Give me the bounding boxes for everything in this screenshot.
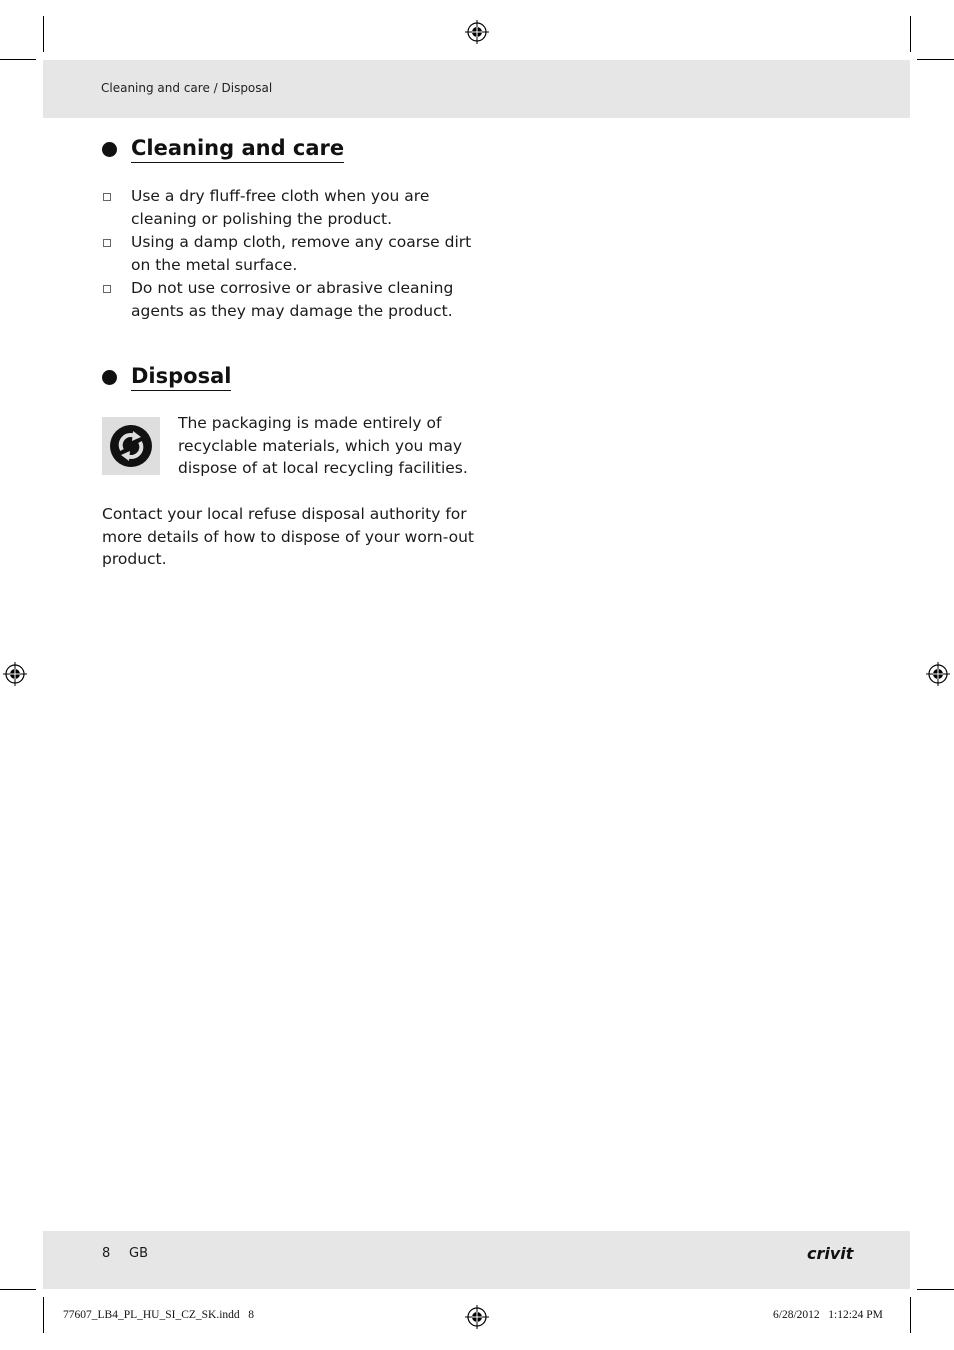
crop-mark — [43, 1297, 44, 1333]
list-item — [102, 231, 482, 276]
registration-mark-icon — [465, 20, 489, 44]
file-slug: 77607_LB4_PL_HU_SI_CZ_SK.indd 8 — [63, 1309, 255, 1321]
crivit-logo — [806, 1240, 854, 1264]
crop-mark — [0, 1289, 36, 1290]
crop-mark — [917, 1289, 954, 1290]
cleaning-list — [102, 185, 482, 323]
language-code: GB — [129, 1246, 148, 1261]
square-bullet-icon — [103, 193, 111, 201]
list-item-text: Do not use corrosive or abrasive cleaning agents as they may damage the product. — [131, 278, 454, 320]
crop-mark — [910, 1297, 911, 1333]
crop-mark — [0, 59, 36, 60]
page-number: 8 — [102, 1246, 111, 1261]
disposal-section-heading — [102, 363, 231, 391]
list-item-text: Using a damp cloth, remove any coarse dirt on the metal surface. — [131, 232, 472, 274]
svg-text:crivit: crivit — [807, 1244, 854, 1263]
list-item — [102, 277, 482, 322]
disposal-title: Disposal — [131, 363, 231, 391]
crop-mark — [43, 16, 44, 52]
square-bullet-icon — [103, 285, 111, 293]
heading-bullet-icon — [102, 142, 117, 157]
registration-mark-icon — [3, 662, 27, 686]
heading-bullet-icon — [102, 370, 117, 385]
list-item — [102, 185, 482, 230]
crop-mark — [910, 16, 911, 52]
registration-mark-icon — [926, 662, 950, 686]
packaging-text: The packaging is made entirely of recyclable materials, which you may dispose of at local recycling facilities. — [178, 414, 468, 478]
square-bullet-icon — [103, 239, 111, 247]
crop-mark — [917, 59, 954, 60]
registration-mark-icon — [465, 1305, 489, 1329]
footer-band — [43, 1231, 910, 1289]
running-head: Cleaning and care / Disposal — [101, 81, 273, 95]
contact-text: Contact your local refuse disposal authority for more details of how to dispose of your worn-out product. — [102, 505, 474, 569]
cleaning-section-heading — [102, 135, 344, 163]
cleaning-title: Cleaning and care — [131, 135, 344, 163]
green-dot-recycle-icon — [102, 417, 160, 475]
print-timestamp: 6/28/2012 1:12:24 PM — [773, 1309, 883, 1321]
list-item-text: Use a dry fluff-free cloth when you are cleaning or polishing the product. — [131, 187, 430, 228]
